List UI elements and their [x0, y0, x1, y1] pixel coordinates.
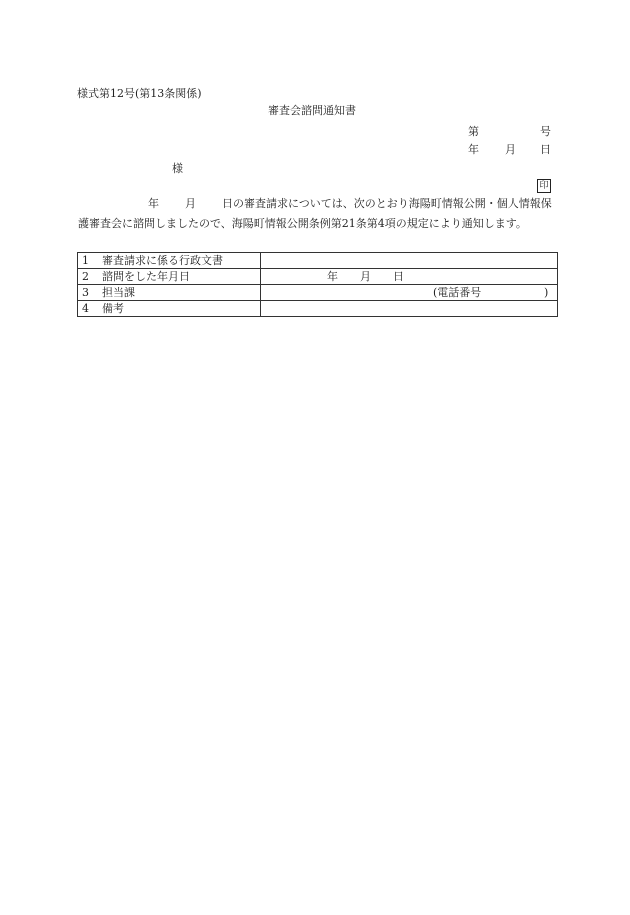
row-label-cell	[78, 253, 261, 269]
date-year-label: 年	[468, 143, 479, 156]
notice-body	[78, 194, 554, 234]
row-number: 1	[82, 254, 89, 267]
row-value-cell	[261, 301, 558, 317]
table-row	[78, 301, 558, 317]
row-value-cell	[261, 269, 558, 285]
row-label: 審査請求に係る行政文書	[102, 254, 223, 267]
seal-icon: 印	[537, 179, 551, 193]
table-row	[78, 253, 558, 269]
phone-label-open: (電話番号	[433, 286, 482, 299]
row-label-cell	[78, 301, 261, 317]
date-month-label: 月	[505, 143, 516, 156]
row-value-cell	[261, 253, 558, 269]
body-month-label: 月	[185, 197, 196, 210]
row-label-cell	[78, 269, 261, 285]
document-title: 審査会諮問通知書	[268, 104, 356, 117]
notice-info-table	[77, 252, 558, 317]
form-number-label: 様式第12号(第13条関係)	[77, 87, 202, 100]
inquiry-day-label: 日	[393, 270, 404, 283]
addressee-honorific: 様	[172, 162, 183, 175]
row-number: 4	[82, 302, 89, 315]
phone-label-close: )	[544, 286, 549, 299]
row-number: 3	[82, 286, 89, 299]
document-number-suffix: 号	[540, 125, 551, 138]
date-day-label: 日	[540, 143, 551, 156]
row-value-cell	[261, 285, 558, 301]
inquiry-year-label: 年	[327, 270, 338, 283]
table-row	[78, 269, 558, 285]
row-label: 担当課	[102, 286, 135, 299]
body-text-main: 日の審査請求については、次のとおり海陽町情報公開・個人情報保護審査会に諮問しましたので、海陽町情報公開条例第21条第4項の規定により通知します。	[78, 197, 552, 230]
body-year-label: 年	[148, 197, 159, 210]
table-row	[78, 285, 558, 301]
row-number: 2	[82, 270, 89, 283]
row-label-cell	[78, 285, 261, 301]
row-label: 備考	[102, 302, 124, 315]
document-number-prefix: 第	[468, 125, 479, 138]
row-label: 諮問をした年月日	[102, 270, 190, 283]
inquiry-month-label: 月	[360, 270, 371, 283]
